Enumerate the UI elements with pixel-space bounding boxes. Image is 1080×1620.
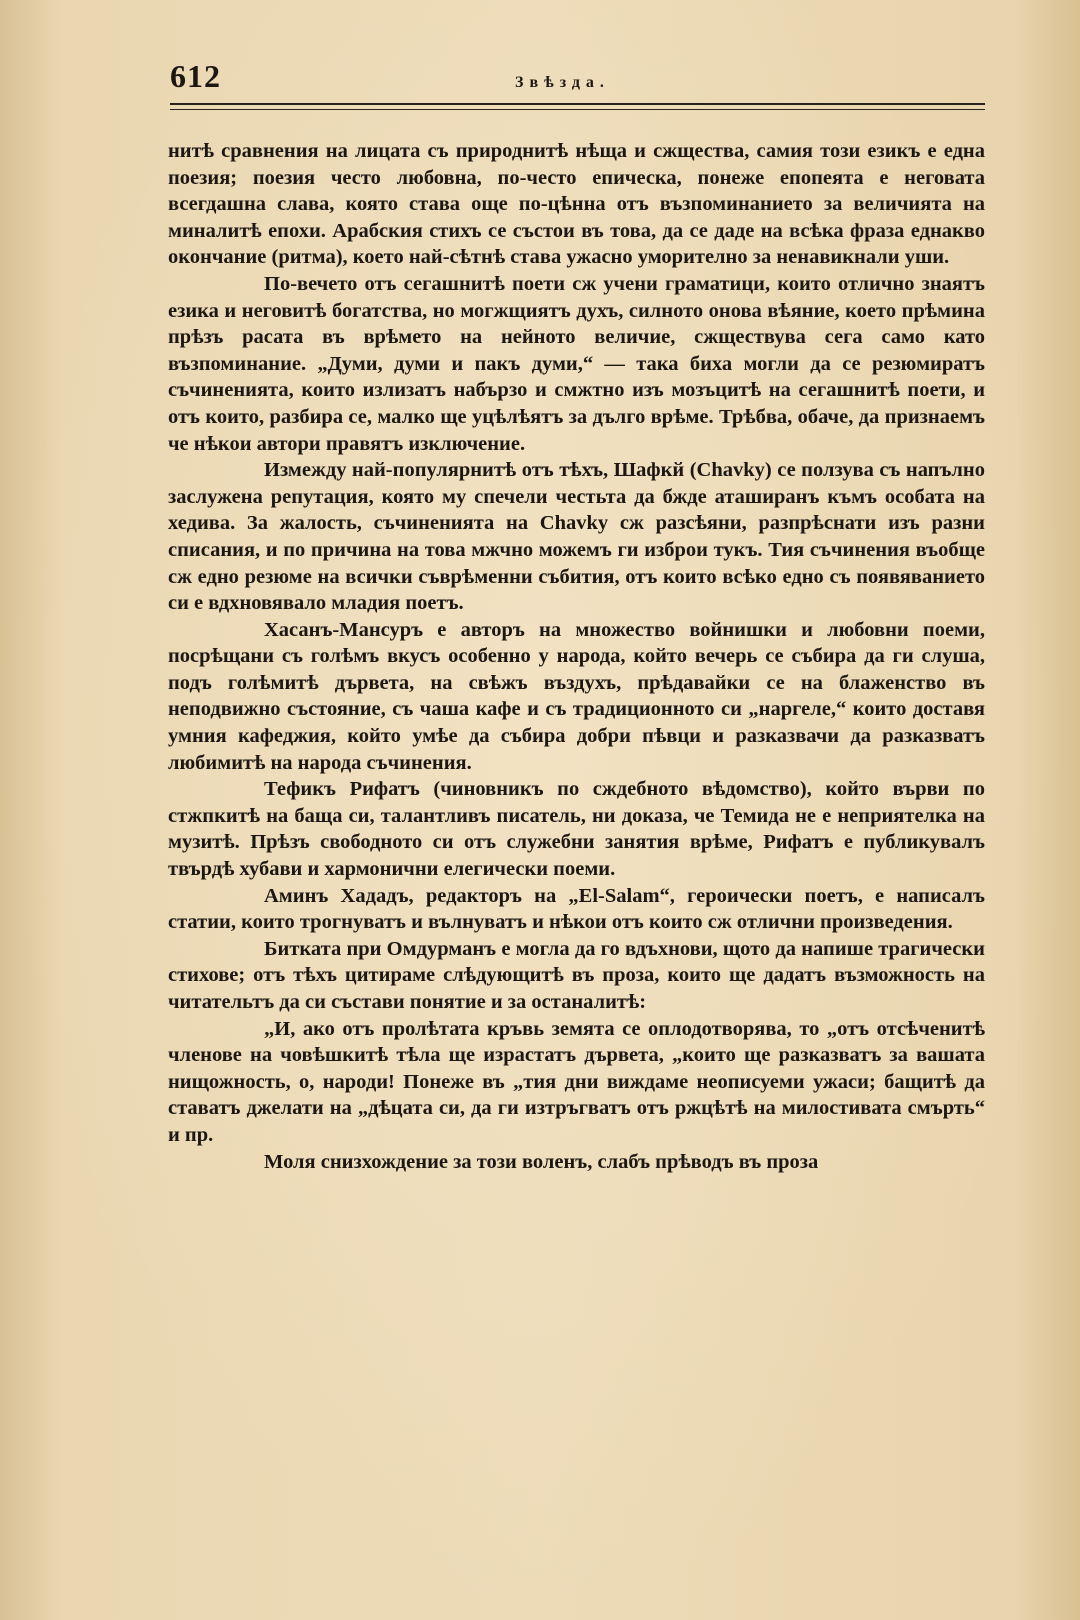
paragraph-modern-poets: По-вечето отъ сегашнитѣ поети сж учени граматици, които отлично знаятъ езика и неговитѣ богатства, но могжщиятъ духъ, силното онова вѣяние, което прѣмина прѣзъ расата въ врѣмето на нейното величие, сжществува сега само като възпоминание. „Думи, думи и пакъ думи,“ — така биха могли да се резюмиратъ съчиненията, които излизатъ набързо и смжтно изъ мозъцитѣ на сегашнитѣ поети, и отъ които, разбира се, малко ще уцѣлѣятъ за дълго врѣме. Трѣбва, обаче, да признаемъ че нѣкои автори правятъ изключение.: [168, 272, 985, 455]
page-header: [170, 58, 985, 102]
paragraph-chavky: Измежду най-популярнитѣ отъ тѣхъ, Шафкй (Chavky) се ползува съ напълно заслужена репутация, която му спечели честьта да бжде аташиранъ къмъ особата на хедива. За жалость, съчиненията на Chavky сж разсѣяни, разпрѣснати изъ разни списания, и по причина на това мжчно можемъ ги изброи тукъ. Тия съчинения въобще сж едно резюме на всички съврѣменни събития, отъ които всѣко едно съ появяванието си е вдхновявало младия поетъ.: [168, 459, 985, 615]
paragraph-amin-hadad: Аминъ Хададъ, редакторъ на „El-Salam“, героически поетъ, е написалъ статии, които трогнуватъ и вълнуватъ и нѣкои отъ които сж отлични произведения.: [168, 884, 985, 934]
header-rule: [170, 103, 985, 110]
paragraph-hasan-mansur: Хасанъ-Мансуръ е авторъ на множество войнишки и любовни поеми, посрѣщани съ голѣмъ вкусъ особенно у народа, който вечерь се събира да ги слуша, подъ голѣмитѣ дървета, на свѣжъ въздухъ, прѣдавайки се на блаженство въ неподвижно състояние, съ чаша кафе и съ традиционното си „наргеле,“ които доставя умния кафеджия, който умѣе да събира добри пѣвци и разказвачи да разказватъ любимитѣ на народа съчинения.: [168, 618, 985, 774]
paragraph-quotation: „И, ако отъ пролѣтата кръвь земята се оплодотворява, то „отъ отсѣченитѣ членове на човѣшкитѣ тѣла ще израстатъ дървета, „които ще разказватъ за вашата нищожность, о, народи! Понеже въ „тия дни виждаме неописуеми ужаси; бащитѣ да ставатъ джелати на „дѣцата си, да ги изтръгватъ отъ ржцѣтѣ на милостивата смърть“ и пр.: [168, 1017, 985, 1146]
paragraph-omdurman: Битката при Омдурманъ е могла да го вдъхнови, щото да напише трагически стихове; отъ тѣхъ цитираме слѣдующитѣ въ проза, които ще дадатъ възможность на читательтъ да си състави понятие и за останалитѣ:: [168, 937, 985, 1013]
paragraph-closing: Моля снизхождение за този воленъ, слабъ прѣводъ въ проза: [264, 1150, 819, 1173]
body-text: [168, 138, 985, 1175]
running-title: Звѣзда.: [515, 74, 610, 91]
page-number: 612: [170, 58, 221, 94]
paragraph-continuation: нитѣ сравнения на лицата съ природнитѣ нѣща и сжщества, самия този езикъ е една поезия; поезия често любовна, по-често епическа, понеже епопеята е неговата всегдашна слава, която става още по-цѣнна отъ възпоминанието за величията на миналитѣ епохи. Арабския стихъ се състои въ това, да се даде на всѣка фраза еднакво окончание (ритма), което най-сѣтнѣ става ужасно уморително за ненавикнали уши.: [168, 140, 985, 269]
paragraph-tefik-rifat: Тефикъ Рифатъ (чиновникъ по сждебното вѣдомство), който върви по стжпкитѣ на баща си, талантливъ писатель, ни доказа, че Темида не е неприятелка на музитѣ. Прѣзъ свободното си отъ служебни занятия врѣме, Рифатъ е публикувалъ твърдѣ хубави и хармонични елегически поеми.: [168, 778, 985, 881]
